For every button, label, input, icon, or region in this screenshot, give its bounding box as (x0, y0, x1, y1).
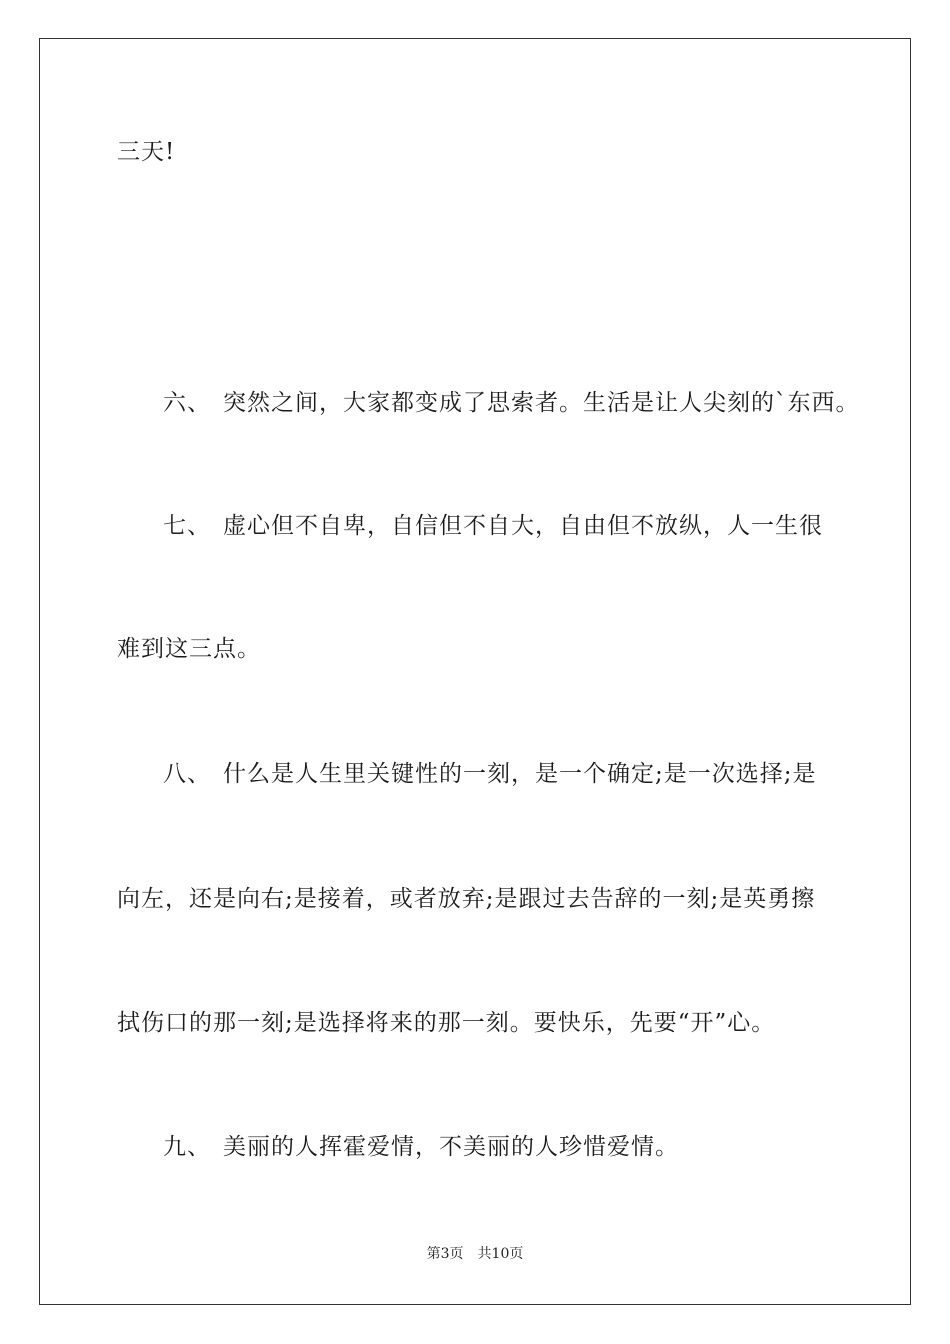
line-text: 什么是人生里关键性的一刻，是一个确定;是一次选择;是 (223, 761, 817, 787)
line-text: 三天! (117, 139, 176, 165)
line-text: 拭伤口的那一刻;是选择将来的那一刻。要快乐，先要“开”心。 (117, 1010, 776, 1036)
paragraph-number: 八、 (163, 761, 211, 787)
line-text: 向左，还是向右;是接着，或者放弃;是跟过去告辞的一刻;是英勇擦 (117, 886, 816, 912)
paragraph-eight (163, 759, 817, 789)
paragraph-line (117, 137, 175, 167)
paragraph-number: 七、 (163, 513, 211, 539)
line-text: 虚心但不自卑，自信但不自大，自由但不放纵，人一生很 (223, 513, 823, 539)
paragraph-line (117, 884, 815, 914)
page-number: 第3页 (426, 1246, 464, 1262)
paragraph-number: 九、 (163, 1134, 211, 1160)
paragraph-number: 六、 (163, 390, 211, 416)
paragraph-line (117, 1008, 775, 1038)
paragraph-line (117, 634, 261, 664)
paragraph-seven (163, 511, 823, 541)
line-text: 难到这三点。 (117, 636, 261, 662)
line-text: 美丽的人挥霍爱情，不美丽的人珍惜爱情。 (223, 1134, 679, 1160)
line-text: 突然之间，大家都变成了思索者。生活是让人尖刻的`东西。 (223, 390, 860, 416)
page-border (39, 38, 911, 1305)
paragraph-nine (163, 1132, 679, 1162)
paragraph-six (163, 388, 860, 418)
page-total: 共10页 (477, 1246, 524, 1262)
page-footer (0, 1245, 950, 1263)
